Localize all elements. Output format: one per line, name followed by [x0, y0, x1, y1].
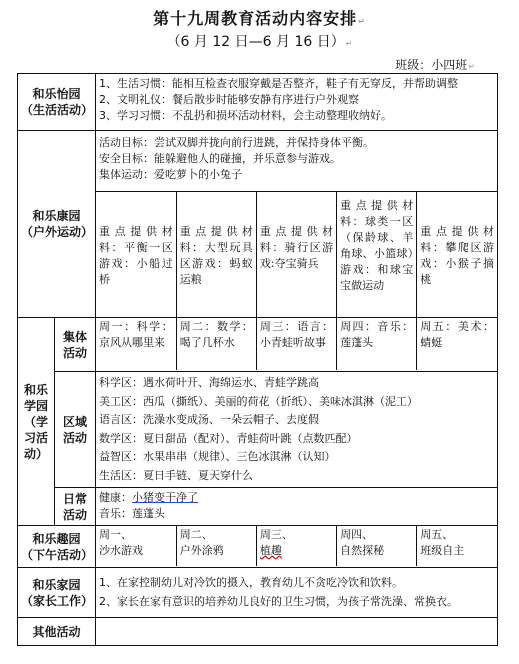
- kangyuan-area: 重点提供材料：攀爬区游戏：小猴子摘桃: [417, 192, 497, 318]
- kangyuan-area: 重点提供材料：大型玩具区游戏：蚂蚁运粮: [176, 192, 256, 318]
- page-title: 第十九周教育活动内容安排↵: [153, 9, 366, 28]
- group-activity-item: 周四：音乐：莲蓬头: [337, 318, 417, 370]
- row-quyuan: [18, 526, 498, 568]
- quyuan-item: 周五、 班级自主: [420, 528, 465, 557]
- area-activity-line: 科学区：遇水荷叶开、海绵运水、青蛙学跳高: [99, 376, 320, 389]
- content-kangyuan: [96, 131, 498, 318]
- kangyuan-area: 重点提供材料：骑行区游戏:夺宝骑兵: [256, 192, 336, 318]
- row-kangyuan: [18, 131, 498, 318]
- yiyuan-line: 1、生活习惯：能相互检查衣服穿戴是否整齐，鞋子有无穿反，并帮助调整: [99, 77, 459, 90]
- yiyuan-line: 2、文明礼仪：餐后散步时能够安静有序进行户外观察: [99, 93, 360, 106]
- content-group-activity: [96, 318, 498, 372]
- area-activity-line: 益智区：水果串串（规律）、三色冰淇淋（认知）: [99, 450, 336, 463]
- daily-music: 音乐：莲蓬头: [99, 507, 166, 520]
- row-jiayuan: [18, 568, 498, 618]
- group-activity-item: 周五：美术：蜻蜓: [420, 320, 494, 349]
- content-quyuan: [96, 526, 498, 568]
- label-area-activity: 区域活动: [55, 372, 96, 488]
- kangyuan-goal: 活动目标：尝试双脚并拢向前行进跳，并保持身体平衡。: [99, 136, 375, 149]
- content-yiyuan: [96, 74, 498, 131]
- row-other: [18, 618, 498, 646]
- row-xueyuan-area: [18, 372, 498, 488]
- class-label: 班级：小四班↵: [395, 58, 475, 72]
- area-activity-line: 语言区：洗澡水变成汤、一朵云帽子、去度假: [99, 413, 320, 426]
- label-daily-activity: 日常活动: [55, 488, 96, 526]
- content-other: [96, 618, 498, 646]
- kangyuan-goal: 集体运动：爱吃萝卜的小兔子: [99, 168, 243, 181]
- kangyuan-area: 重点提供材料：球类一区（保龄球、羊角球、小篮球）游戏：和球宝宝做运动: [337, 192, 417, 318]
- date-range: （6 月 12 日—6 月 16 日）↵: [166, 34, 353, 50]
- content-daily-activity: [96, 488, 498, 526]
- row-yiyuan: [18, 74, 498, 131]
- quyuan-item: 周三、 植趣: [256, 526, 336, 566]
- kangyuan-area-grid: [96, 191, 497, 317]
- kangyuan-goal: 安全目标：能躲避他人的碰撞，并乐意参与游戏。: [99, 152, 342, 165]
- label-kangyuan: 和乐康园 （户外运动）: [18, 131, 96, 318]
- label-jiayuan: 和乐家园 （家长工作）: [18, 568, 96, 618]
- row-xueyuan-daily: [18, 488, 498, 526]
- schedule-table: [17, 73, 498, 646]
- area-activity-line: 美工区：西瓜（撕纸）、美丽的荷花（折纸）、美味冰淇淋（泥工）: [99, 394, 419, 408]
- label-quyuan: 和乐趣园 （下午活动）: [18, 526, 96, 568]
- jiayuan-line: 2、家长在家有意识的培养幼儿良好的卫生习惯，为孩子常洗澡、常换衣。: [99, 595, 459, 608]
- label-other: 其他活动: [18, 618, 96, 646]
- quyuan-item: 周二、 户外涂鸦: [176, 526, 256, 566]
- quyuan-item: 周四、 自然探秘: [337, 526, 417, 566]
- yiyuan-line: 3、学习习惯：不乱扔和损坏活动材料，会主动整理收纳好。: [99, 109, 393, 122]
- group-activity-item: 周二：数学：喝了几杯水: [176, 318, 256, 370]
- quyuan-item: 周一、 沙水游戏: [96, 526, 176, 566]
- content-jiayuan: [96, 568, 498, 618]
- daily-health: 健康：小猪变干净了: [99, 491, 199, 504]
- group-activity-item: 周一：科学：京风从哪里来: [96, 318, 176, 370]
- label-xueyuan: 和乐学园（学习活动）: [18, 318, 55, 526]
- group-activity-item: 周三：语言：小青蛙听故事: [256, 318, 336, 370]
- area-activity-line: 数学区：夏日甜品（配对）、青蛙荷叶跳（点数匹配）: [99, 431, 358, 445]
- area-activity-line: 生活区：夏日手链、夏天穿什么: [99, 468, 254, 482]
- row-xueyuan-group: [18, 318, 498, 372]
- kangyuan-area: 重点提供材料：平衡一区游戏：小船过桥: [96, 192, 176, 318]
- jiayuan-line: 1、在家控制幼儿对冷饮的摄入，教育幼儿不贪吃冷饮和饮料。: [99, 576, 404, 589]
- content-area-activity: [96, 372, 498, 488]
- label-yiyuan: 和乐怡园 （生活活动）: [18, 74, 96, 131]
- label-group-activity: 集体活动: [55, 318, 96, 372]
